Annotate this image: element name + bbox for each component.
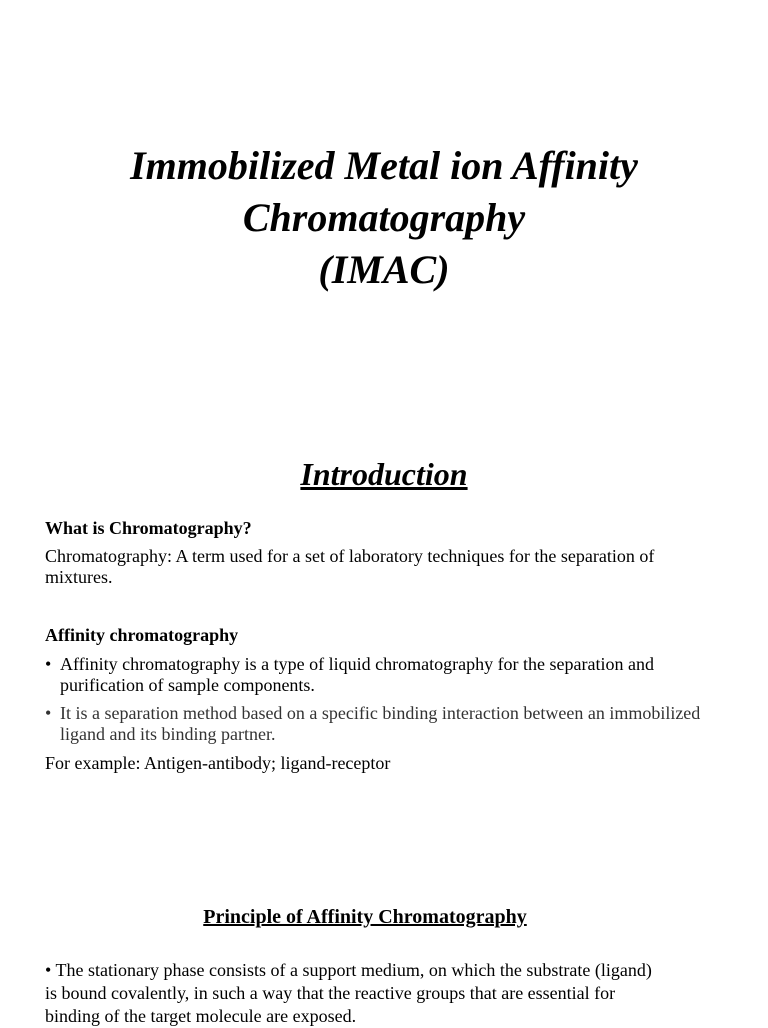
affinity-bullet-list <box>45 654 725 752</box>
bullet-icon: • <box>45 960 52 980</box>
example-text: For example: Antigen-antibody; ligand-receptor <box>45 753 391 773</box>
principle-text: The stationary phase consists of a support medium, on which the substrate (ligand) is bound covalently, in such a way that the reactive groups that are essential for binding of the target molecule are exposed. <box>45 960 652 1026</box>
title-line-3: (IMAC) <box>318 247 450 292</box>
title-line-1: Immobilized Metal ion Affinity <box>130 143 638 188</box>
chromatography-question: What is Chromatography? <box>45 518 252 538</box>
principle-heading: Principle of Affinity Chromatography <box>203 906 527 928</box>
list-item <box>45 703 725 745</box>
bullet-text: Affinity chromatography is a type of liquid chromatography for the separation and purification of sample components. <box>60 654 654 695</box>
bullet-icon: • <box>45 703 52 723</box>
chromatography-definition: Chromatography: A term used for a set of laboratory techniques for the separation of mixtures. <box>45 546 655 587</box>
title-line-2: Chromatography <box>242 195 526 240</box>
page-title <box>0 140 768 296</box>
list-item <box>45 654 725 696</box>
bullet-text: It is a separation method based on a specific binding interaction between an immobilized ligand and its binding partner. <box>60 703 701 744</box>
affinity-heading: Affinity chromatography <box>45 625 239 645</box>
principle-paragraph <box>45 959 655 1028</box>
bullet-icon: • <box>45 654 52 674</box>
introduction-heading: Introduction <box>300 456 468 492</box>
